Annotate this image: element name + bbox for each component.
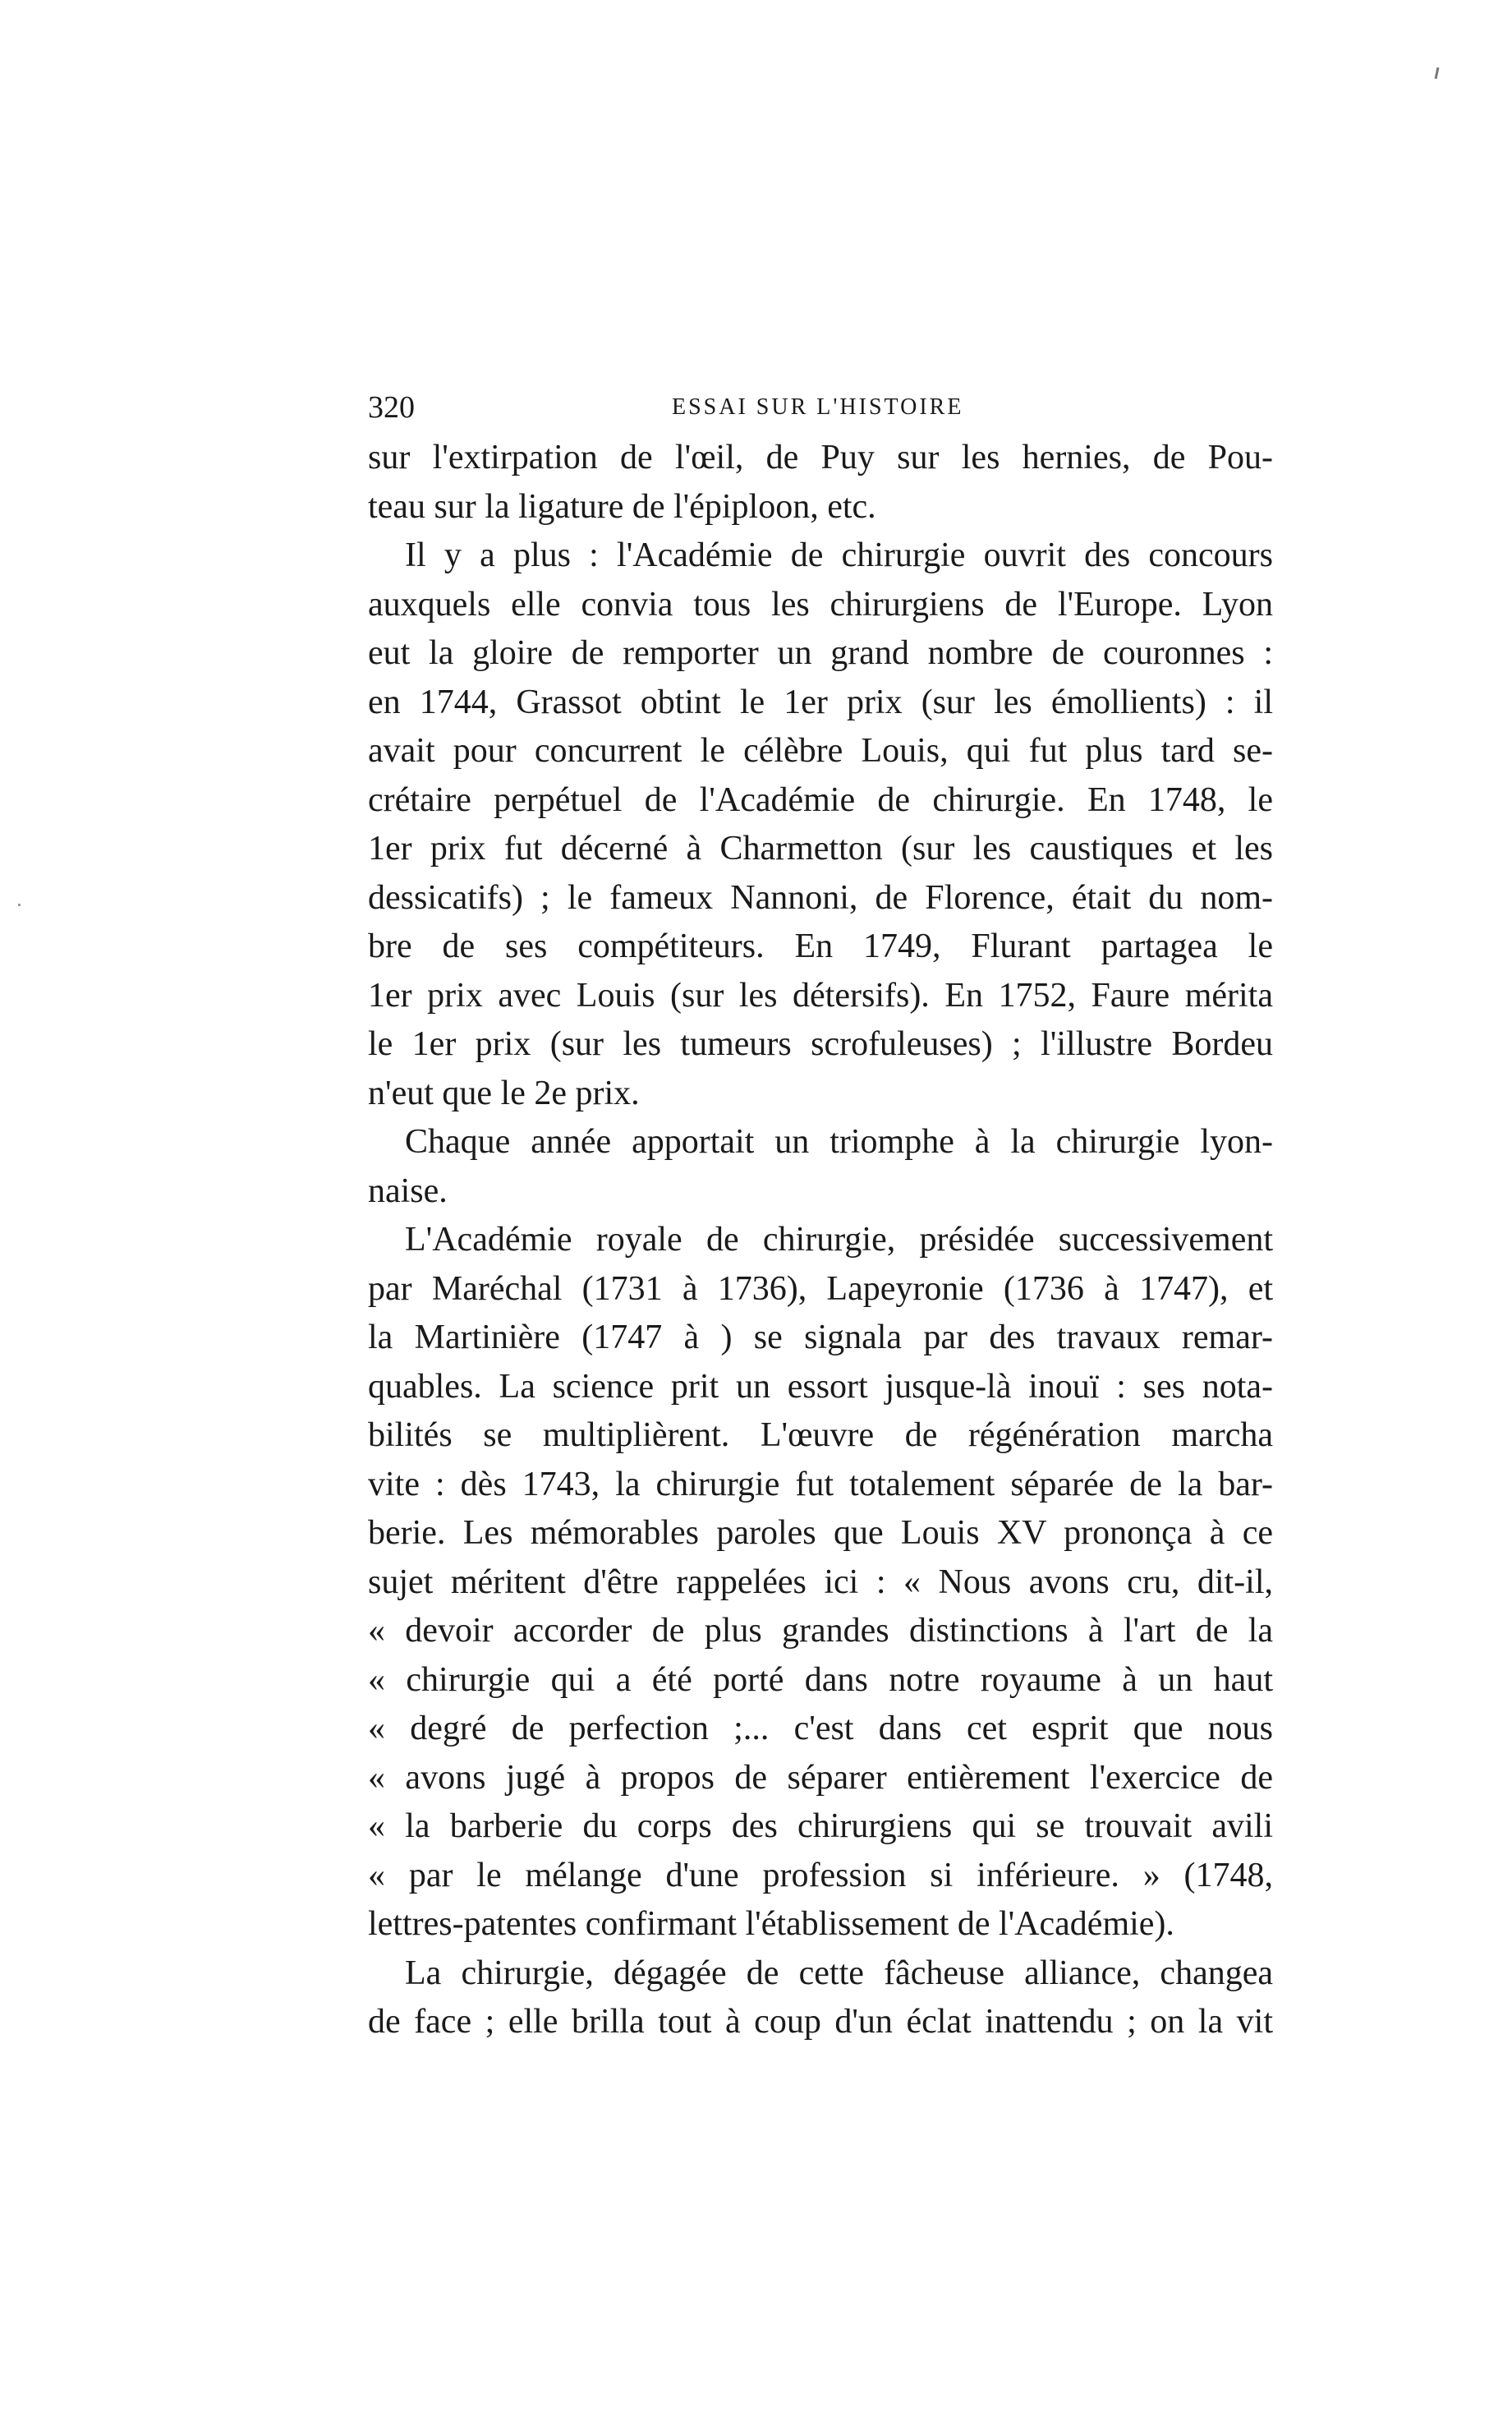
text-line: La chirurgie, dégagée de cette fâcheuse alliance, changea [405, 1954, 1273, 1992]
margin-dot [18, 904, 21, 906]
text-line: eut la gloire de remporter un grand nombre de couronnes : [368, 634, 1273, 672]
text-line: de face ; elle brilla tout à coup d'un éclat inattendu ; on la vit [368, 2003, 1273, 2041]
text-line: le 1er prix (sur les tumeurs scrofuleuses) ; l'illustre Bordeu [368, 1025, 1273, 1063]
text-line: crétaire perpétuel de l'Académie de chirurgie. En 1748, le [368, 780, 1273, 819]
text-line: 1er prix fut décerné à Charmetton (sur les caustiques et les [368, 830, 1273, 868]
text-line: quables. La science prit un essort jusque-là inouï : ses nota- [368, 1367, 1273, 1406]
text-line: berie. Les mémorables paroles que Louis XV prononça à ce [368, 1514, 1273, 1552]
text-line: naise. [368, 1171, 448, 1210]
text-line: teau sur la ligature de l'épiploon, etc. [368, 487, 876, 526]
text-line: « devoir accorder de plus grandes distinctions à l'art de la [368, 1612, 1273, 1650]
text-line: bre de ses compétiteurs. En 1749, Flurant partagea le [368, 927, 1273, 965]
text-line: « la barberie du corps des chirurgiens qui se trouvait avili [368, 1807, 1273, 1845]
text-line: « avons jugé à propos de séparer entièrement l'exercice de [368, 1758, 1273, 1797]
page-header [368, 383, 1271, 432]
text-line: n'eut que le 2e prix. [368, 1074, 640, 1112]
text-line: dessicatifs) ; le fameux Nannoni, de Florence, était du nom- [368, 878, 1273, 917]
text-line: bilités se multiplièrent. L'œuvre de régénération marcha [368, 1416, 1273, 1454]
body-text [368, 434, 1273, 2047]
text-line: avait pour concurrent le célèbre Louis, qui fut plus tard se- [368, 732, 1273, 770]
text-line: L'Académie royale de chirurgie, présidée successivement [405, 1221, 1273, 1259]
text-line: par Maréchal (1731 à 1736), Lapeyronie (1736 à 1747), et [368, 1269, 1273, 1308]
running-head: ESSAI SUR L'HISTOIRE [672, 394, 964, 420]
page-number: 320 [368, 390, 415, 425]
text-line: « degré de perfection ;... c'est dans cet esprit que nous [368, 1710, 1273, 1747]
text-line: auxquels elle convia tous les chirurgiens de l'Europe. Lyon [368, 585, 1273, 624]
text-line: « chirurgie qui a été porté dans notre royaume à un haut [368, 1660, 1273, 1699]
text-line: sur l'extirpation de l'œil, de Puy sur les hernies, de Pou- [368, 439, 1273, 476]
text-line: vite : dès 1743, la chirurgie fut totalement séparée de la bar- [368, 1465, 1273, 1503]
text-line: en 1744, Grassot obtint le 1er prix (sur les émollients) : il [368, 683, 1273, 721]
text-line: lettres-patentes confirmant l'établissement de l'Académie). [368, 1905, 1174, 1943]
text-line: 1er prix avec Louis (sur les détersifs). En 1752, Faure mérita [368, 976, 1273, 1015]
margin-mark [1435, 67, 1440, 79]
text-line: Chaque année apportait un triomphe à la chirurgie lyon- [405, 1123, 1273, 1161]
text-line: la Martinière (1747 à ) se signala par des travaux remar- [368, 1319, 1273, 1356]
text-line: Il y a plus : l'Académie de chirurgie ouvrit des concours [405, 536, 1273, 574]
text-line: sujet méritent d'être rappelées ici : « Nous avons cru, dit-il, [368, 1563, 1273, 1601]
text-line: « par le mélange d'une profession si inférieure. » (1748, [368, 1856, 1273, 1894]
